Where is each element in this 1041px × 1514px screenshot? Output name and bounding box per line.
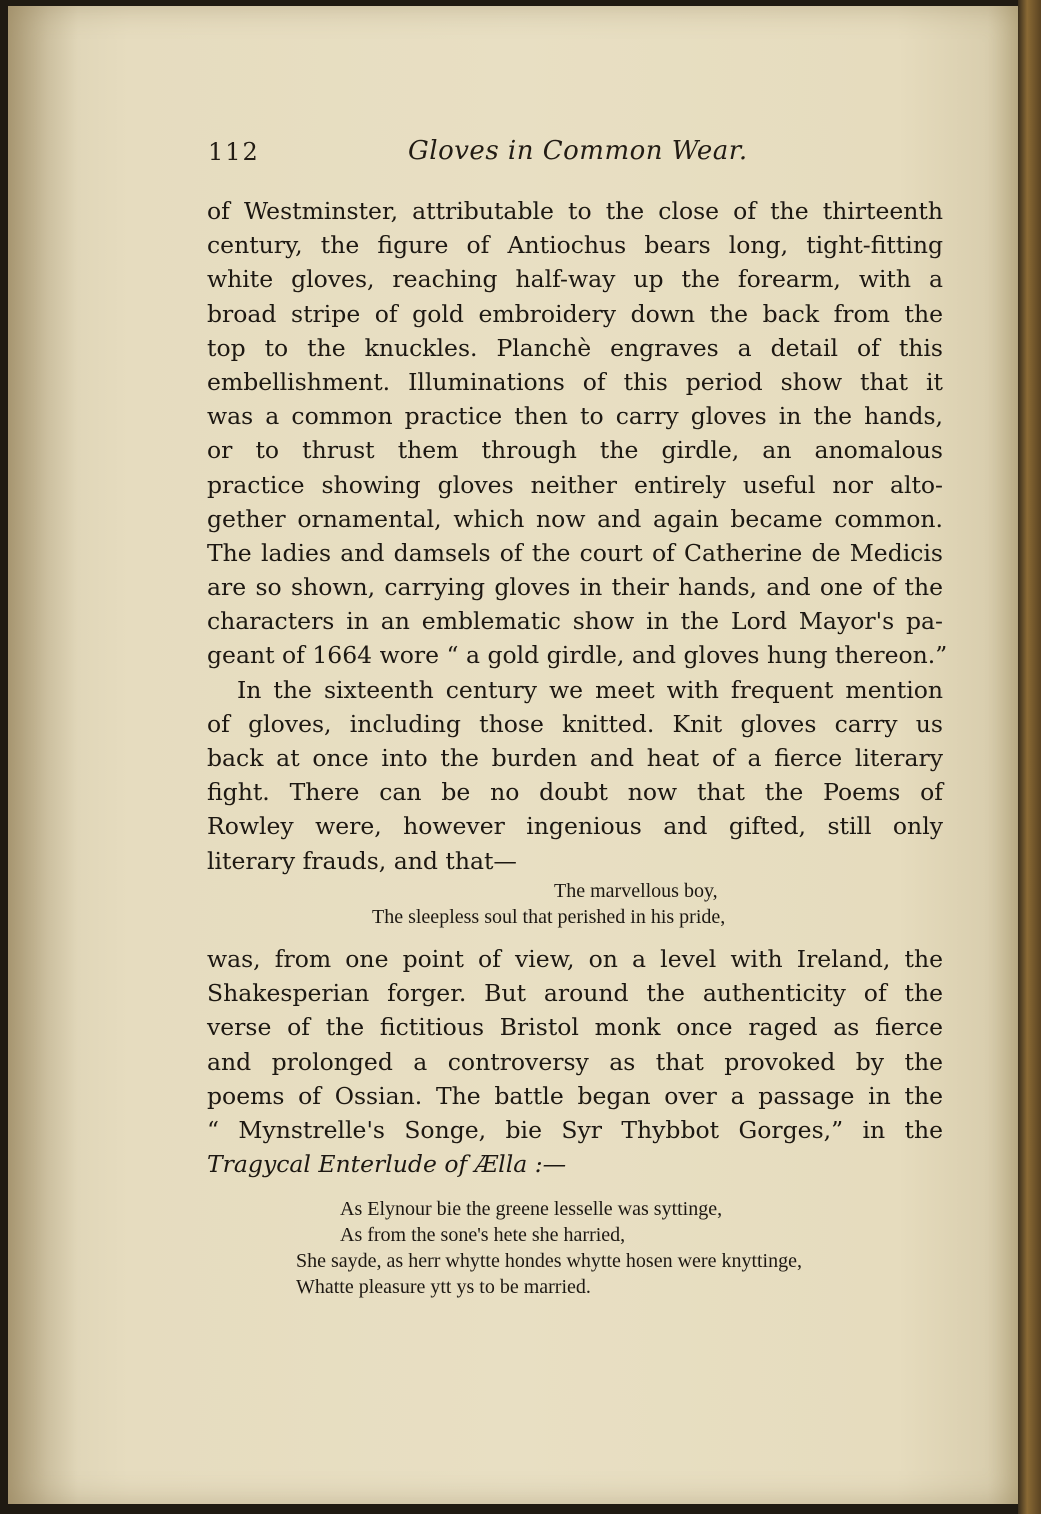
text-line: of Westminster, attributable to the close of the thirteenth — [207, 197, 943, 225]
page-number: 112 — [208, 138, 260, 166]
text-line: The ladies and damsels of the court of Catherine de Medicis — [207, 538, 943, 567]
verse-line: Whatte pleasure ytt ys to be married. — [296, 1276, 591, 1298]
quote-line: The marvellous boy, — [554, 880, 718, 902]
text-line: fight. There can be no doubt now that the Poems of — [207, 778, 943, 807]
text-line: embellishment. Illuminations of this period show that it — [207, 367, 943, 396]
text-line: top to the knuckles. Planchè engraves a detail of this — [207, 333, 943, 362]
text-line: literary frauds, and that— — [207, 846, 517, 875]
paragraph-1 — [207, 194, 948, 878]
paragraph-3 — [207, 942, 943, 1181]
text-line: Tragycal Enterlude of Ælla :— — [207, 1150, 567, 1179]
quote-line: The sleepless soul that perished in his pride, — [372, 906, 726, 928]
text-line: back at once into the burden and heat of a fierce literary — [207, 744, 943, 772]
running-title: Gloves in Common Wear. — [408, 136, 748, 166]
page-header — [208, 138, 948, 178]
text-line: Shakesperian forger. But around the authenticity of the — [207, 979, 943, 1008]
text-line: of gloves, including those knitted. Knit gloves carry us — [207, 709, 943, 738]
text-line: was a common practice then to carry gloves in the hands, — [207, 402, 943, 431]
text-line: Rowley were, however ingenious and gifted, still only — [207, 812, 943, 841]
text-line: century, the figure of Antiochus bears long, tight-fitting — [207, 231, 943, 260]
text-line: and prolonged a controversy as that provoked by the — [207, 1047, 943, 1076]
verse-line: She sayde, as herr whytte hondes whytte hosen were knyttinge, — [296, 1250, 802, 1272]
text-line: are so shown, carrying gloves in their hands, and one of the — [207, 573, 943, 602]
book-edge — [1018, 0, 1041, 1514]
text-line: In the sixteenth century we meet with frequent mention — [237, 675, 943, 704]
text-line: was, from one point of view, on a level with Ireland, the — [207, 945, 943, 973]
verse-line: As Elynour bie the greene lesselle was syttinge, — [340, 1198, 723, 1220]
text-line: poems of Ossian. The battle began over a passage in the — [207, 1081, 943, 1110]
verse-line: As from the sone's hete she harried, — [340, 1224, 626, 1246]
text-line: broad stripe of gold embroidery down the back from the — [207, 299, 943, 328]
text-line: characters in an emblematic show in the Lord Mayor's pa- — [207, 607, 943, 636]
text-line: or to thrust them through the girdle, an anomalous — [207, 436, 943, 465]
text-line: practice showing gloves neither entirely useful nor alto- — [207, 470, 943, 499]
page-gutter — [8, 6, 78, 1504]
text-line: white gloves, reaching half-way up the forearm, with a — [207, 265, 943, 294]
text-line: verse of the fictitious Bristol monk once raged as fierce — [207, 1013, 943, 1042]
text-line: geant of 1664 wore “ a gold girdle, and gloves hung thereon.” — [207, 641, 948, 670]
text-line: gether ornamental, which now and again became common. — [207, 504, 943, 533]
text-line: “ Mynstrelle's Songe, bie Syr Thybbot Gorges,” in the — [207, 1115, 943, 1144]
